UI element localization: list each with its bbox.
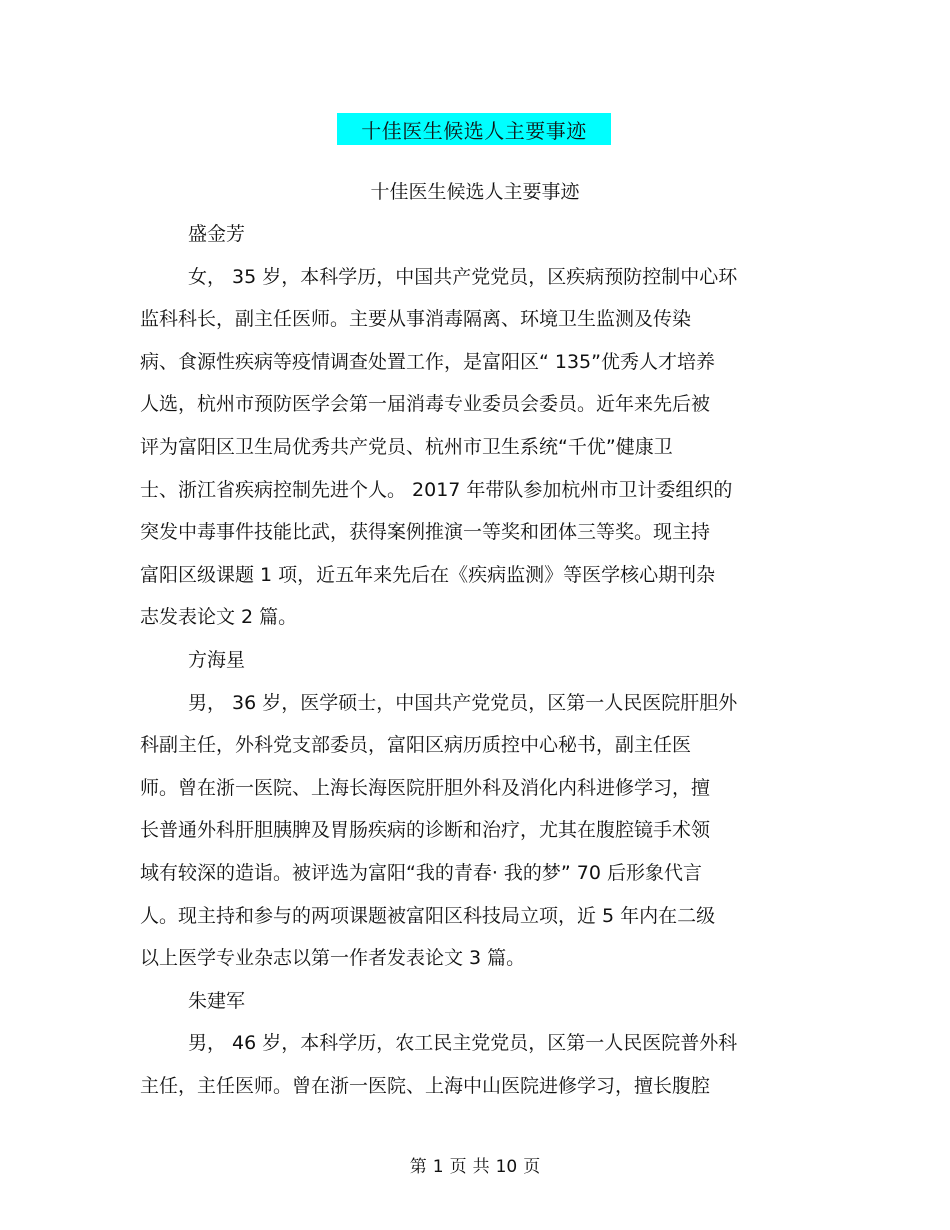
document-body [140, 220, 800, 1114]
paragraph-line: 富阳区级课题 1 项，近五年来先后在《疾病监测》等医学核心期刊杂 [140, 563, 716, 586]
paragraph-line: 志发表论文 2 篇。 [140, 606, 298, 629]
candidate-name: 盛金芳 [188, 223, 246, 245]
paragraph-line: 主任，主任医师。曾在浙一医院、上海中山医院进修学习，擅长腹腔 [140, 1074, 711, 1097]
footer-page-number: 1 [432, 1157, 444, 1177]
paragraph-line: 男， 46 岁，本科学历，农工民主党党员，区第一人民医院普外科 [188, 1032, 738, 1055]
page-footer [0, 1152, 950, 1177]
paragraph-line: 人选，杭州市预防医学会第一届消毒专业委员会委员。近年来先后被 [140, 393, 711, 416]
document-subtitle: 十佳医生候选人主要事迹 [370, 181, 580, 203]
candidate-name: 方海星 [188, 648, 246, 671]
paragraph-line: 人。现主持和参与的两项课题被富阳区科技局立项，近 5 年内在二级 [140, 904, 716, 927]
paragraph-line: 评为富阳区卫生局优秀共产党员、杭州市卫生系统“千优”健康卫 [140, 435, 673, 458]
paragraph-line: 士、浙江省疾病控制先进个人。 2017 年带队参加杭州市卫计委组织的 [140, 478, 733, 501]
paragraph-line: 女， 35 岁，本科学历，中国共产党党员，区疾病预防控制中心环 [188, 265, 738, 288]
highlighted-title-text: 十佳医生候选人主要事迹 [361, 118, 587, 143]
paragraph-line: 长普通外科肝胆胰脾及胃肠疾病的诊断和治疗，尤其在腹腔镜手术领 [140, 819, 711, 842]
footer-page-label: 第 [409, 1157, 427, 1177]
paragraph-line: 病、食源性疾病等疫情调查处置工作，是富阳区“ 135”优秀人才培养 [140, 350, 715, 373]
candidate-name: 朱建军 [188, 989, 246, 1012]
footer-total-label: 共 [472, 1157, 490, 1177]
paragraph-line: 科副主任，外科党支部委员，富阳区病历质控中心秘书，副主任医 [140, 734, 692, 757]
paragraph-line: 以上医学专业杂志以第一作者发表论文 3 篇。 [140, 947, 526, 970]
paragraph-line: 监科科长，副主任医师。主要从事消毒隔离、环境卫生监测及传染 [140, 308, 692, 331]
footer-total-number: 10 [495, 1157, 518, 1177]
highlighted-title [337, 113, 611, 145]
footer-page-word: 页 [449, 1157, 467, 1177]
footer-total-word: 页 [523, 1157, 541, 1177]
paragraph-line: 师。曾在浙一医院、上海长海医院肝胆外科及消化内科进修学习，擅 [140, 776, 711, 799]
paragraph-line: 男， 36 岁，医学硕士，中国共产党党员，区第一人民医院肝胆外 [188, 691, 738, 714]
paragraph-line: 域有较深的造诣。被评选为富阳“我的青春· 我的梦” 70 后形象代言 [140, 861, 703, 884]
paragraph-line: 突发中毒事件技能比武，获得案例推演一等奖和团体三等奖。现主持 [140, 521, 711, 544]
